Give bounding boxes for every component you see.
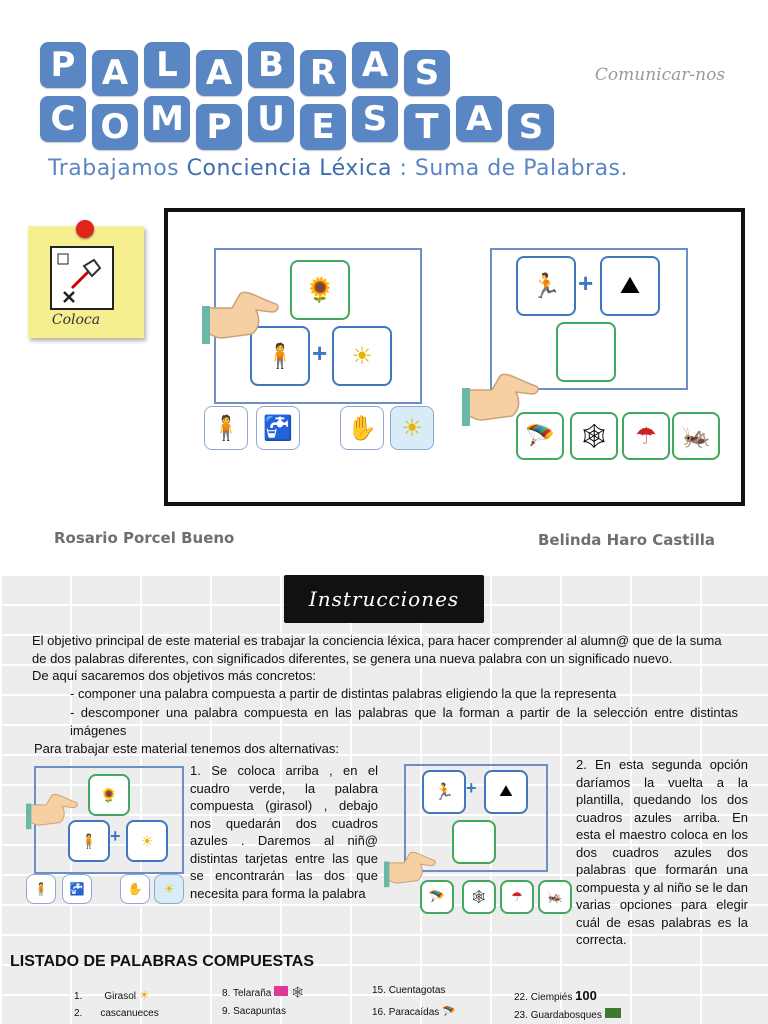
list-item-22 — [514, 988, 597, 1003]
person-pointing-icon: 🧍 — [211, 414, 241, 442]
mini-diagram-option1 — [26, 762, 186, 912]
subtitle — [48, 156, 628, 181]
umbrella-icon: ☂ — [635, 422, 657, 450]
mini-option-hand — [120, 874, 150, 904]
subtitle-pre: Trabajamos — [48, 156, 180, 181]
comunicar-nos-logo: Comunicar-nos — [594, 65, 726, 85]
title-letter-tile: R — [300, 50, 346, 96]
hundred-badge: 100 — [575, 988, 597, 1003]
mini-opt-tap-icon: 🚰 — [69, 882, 85, 896]
option-card-web[interactable] — [570, 412, 618, 460]
spiderweb-icon: 🕸 — [578, 422, 610, 450]
mini-option-person — [26, 874, 56, 904]
list-item-word: Sacapuntas — [233, 1006, 286, 1017]
option-card-grasshopper[interactable] — [672, 412, 720, 460]
mini-option-parachute — [420, 880, 454, 914]
list-item-15 — [372, 985, 445, 996]
mini-grasshopper-icon: 🦗 — [546, 889, 564, 904]
person-sun-icon: ☀ — [138, 988, 150, 1002]
cloth-icon — [274, 986, 288, 996]
mini-option-umbrella — [500, 880, 534, 914]
list-item-word: cascanueces — [100, 1008, 159, 1019]
objectives-lead: De aquí sacaremos dos objetivos más concretos: — [32, 668, 316, 683]
tap-icon: 🚰 — [263, 414, 293, 442]
option-card-tap[interactable] — [256, 406, 300, 450]
mini-web-icon: 🕸 — [470, 889, 488, 904]
subtitle-bold: Conciencia Léxica — [186, 156, 392, 181]
list-item-number: 9. — [222, 1006, 231, 1017]
list-item-23 — [514, 1008, 621, 1021]
list-item-word: Cuentagotas — [388, 985, 446, 996]
list-heading: LISTADO DE PALABRAS COMPUESTAS — [10, 953, 315, 970]
mini-sun-card — [126, 820, 168, 862]
mini-runner-card — [422, 770, 466, 814]
instructions-heading: Instrucciones — [284, 575, 484, 623]
spider-icon: 🕸 — [290, 987, 305, 999]
title-letter-tile: T — [404, 104, 450, 150]
mini-umbrella-icon: ☂ — [511, 889, 523, 904]
place-pictogram-icon — [50, 246, 114, 310]
list-item-2 — [74, 1008, 159, 1019]
option-card-sun[interactable] — [390, 406, 434, 450]
mini-opt-person-icon: 🧍 — [33, 882, 49, 896]
mini-option-grasshopper — [538, 880, 572, 914]
option-card-umbrella[interactable] — [622, 412, 670, 460]
list-item-number: 22. — [514, 992, 528, 1003]
pointing-hand-icon — [202, 284, 282, 355]
sun-icon: ☀ — [351, 342, 373, 370]
alternatives-lead: Para trabajar este material tenemos dos alternativas: — [34, 741, 339, 756]
postit-label: Coloca — [51, 312, 101, 328]
title-letter-tile: E — [300, 104, 346, 150]
sunflower-card — [290, 260, 350, 320]
objective-2: - descomponer una palabra compuesta en las palabras que la forman a partir de la selección entre distintas imágenes — [70, 705, 738, 738]
option-card-parachute[interactable] — [516, 412, 564, 460]
title-letter-tile: L — [144, 42, 190, 88]
title-letter-tile: O — [92, 104, 138, 150]
title-letter-tile: S — [404, 50, 450, 96]
objective-1: - componer una palabra compuesta a partir de distintas palabras eligiendo la que la representa — [70, 686, 617, 701]
mini-sunflower-card — [88, 774, 130, 816]
plus-icon: + — [312, 338, 328, 368]
title-letter-tile: A — [352, 42, 398, 88]
title-letter-tile: A — [196, 50, 242, 96]
mini-opt-hand-icon: ✋ — [127, 882, 143, 896]
sunflower-icon: 🌻 — [305, 276, 335, 304]
mini-diagram-option2 — [384, 760, 574, 920]
mini-person-icon: 🧍 — [80, 832, 98, 849]
example-board — [164, 208, 745, 506]
coloca-postit — [28, 226, 144, 338]
mini-empty-card — [452, 820, 496, 864]
title-letter-tile: M — [144, 96, 190, 142]
list-item-number: 2. — [74, 1008, 83, 1019]
mini-sun-icon: ☀ — [140, 832, 154, 849]
mountain-icon: ⛰ — [619, 272, 641, 299]
list-item-16 — [372, 1005, 456, 1018]
list-item-number: 23. — [514, 1010, 528, 1021]
title-letter-tile: C — [40, 96, 86, 142]
list-item-word: Girasol — [104, 991, 137, 1002]
title-letter-tile: A — [456, 96, 502, 142]
option-card-hand[interactable] — [340, 406, 384, 450]
hand-icon: ✋ — [347, 414, 377, 442]
mini-parachute-icon: 🪂 — [428, 889, 446, 904]
list-item-word: Telaraña — [232, 988, 272, 999]
list-item-number: 16. — [372, 1007, 386, 1018]
mini-sunflower-icon: 🌻 — [100, 786, 118, 803]
option-1-text: 1. Se coloca arriba , en el cuadro verde, la palabra compuesta (girasol) , debajo nos quedarán dos cuadros azules . Daremos al niñ@ distintas tarjetas entre las que se encontrarán las dos que necesita para forma la palabra — [190, 763, 378, 901]
title-letter-tile: P — [196, 104, 242, 150]
title-letter-tile: B — [248, 42, 294, 88]
list-item-9 — [222, 1006, 286, 1017]
title-letter-tile: U — [248, 96, 294, 142]
mini-mountain-card — [484, 770, 528, 814]
title-letter-tile: S — [508, 104, 554, 150]
list-parachute-icon: 🪂 — [442, 1006, 456, 1018]
mini-plus-icon: + — [110, 826, 121, 846]
mini-option-tap — [62, 874, 92, 904]
list-item-word: Paracaídas — [388, 1007, 440, 1018]
mini-option-sun — [154, 874, 184, 904]
subtitle-post: : Suma de Palabras. — [399, 156, 629, 181]
title-letter-tile: P — [40, 42, 86, 88]
runner-card — [516, 256, 576, 316]
mini-runner-icon: 🏃 — [434, 784, 454, 801]
mini-plus-icon-right: + — [466, 778, 477, 798]
grasshopper-icon: 🦗 — [681, 422, 711, 450]
option-2-text: 2. En esta segunda opción daríamos la vuelta a la plantilla, quedando los dos cuadros azules arriba. En esta el maestro coloca en los dos cuadros azules dos palabras que formarán una compuesta y al niño se le dan varias opciones para elegir cuál de esas palabras es la correcta. — [576, 757, 748, 947]
mini-hand-icon — [26, 788, 80, 839]
author-right: Belinda Haro Castilla — [538, 531, 716, 549]
mini-opt-sun-icon: ☀ — [163, 882, 175, 896]
list-item-8 — [222, 986, 305, 999]
list-item-1 — [74, 988, 150, 1002]
list-item-number: 1. — [74, 991, 83, 1002]
forest-icon — [605, 1008, 621, 1018]
runner-icon: 🏃 — [531, 272, 561, 300]
plus-icon-right: + — [578, 268, 594, 298]
red-pin-icon — [76, 220, 94, 238]
list-item-number: 8. — [222, 988, 231, 999]
person-icon: 🧍 — [265, 342, 295, 370]
list-item-word: Ciempiés — [530, 992, 573, 1003]
list-item-number: 15. — [372, 985, 386, 996]
sun-card — [332, 326, 392, 386]
mountain-card — [600, 256, 660, 316]
intro-paragraph: El objetivo principal de este material es trabajar la conciencia léxica, para hacer comprender al alumn@ que de la suma de dos palabras diferentes, con significados diferentes, se genera una nueva palabra con un significado nuevo. — [32, 633, 722, 666]
author-left: Rosario Porcel Bueno — [54, 529, 235, 547]
title-letter-tile: A — [92, 50, 138, 96]
title-letter-tile: S — [352, 96, 398, 142]
mini-option-web — [462, 880, 496, 914]
list-item-word: Guardabosques — [530, 1010, 602, 1021]
option-card-person-left[interactable] — [204, 406, 248, 450]
mini-mountain-icon: ⛰ — [499, 783, 513, 800]
empty-answer-card[interactable] — [556, 322, 616, 382]
sun-option-icon: ☀ — [401, 414, 423, 442]
parachute-icon: 🪂 — [525, 422, 555, 450]
